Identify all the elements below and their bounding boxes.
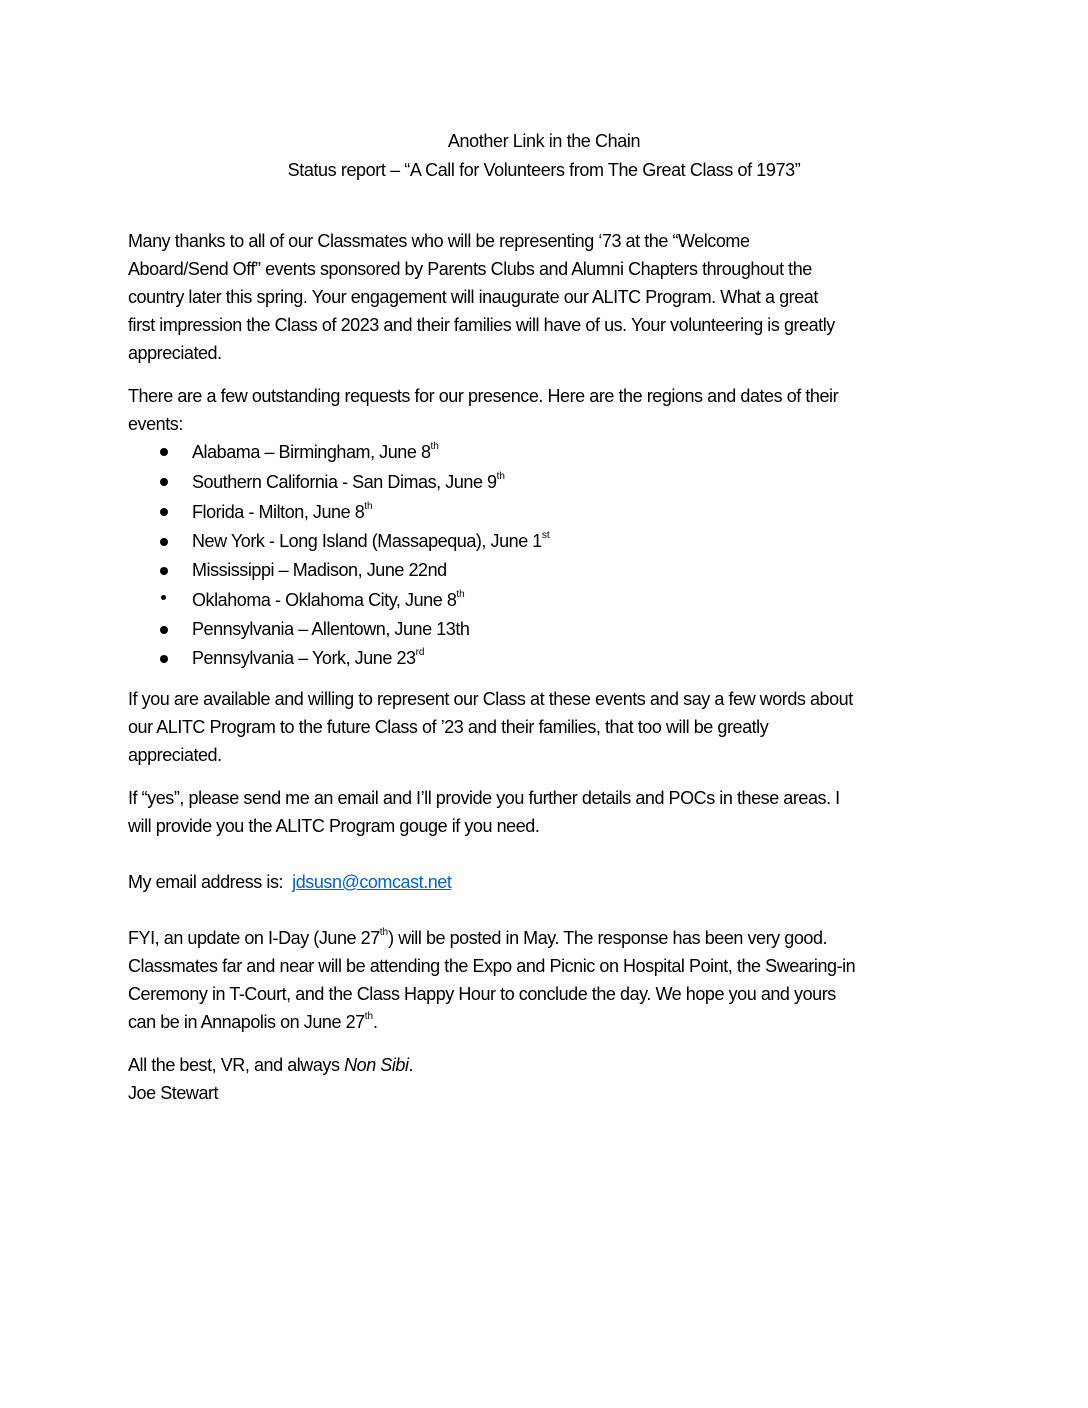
event-text: Southern California - San Dimas, June 9	[192, 472, 497, 492]
fyi-line: Classmates far and near will be attending the Expo and Picnic on Hospital Point, the Swearing-in	[128, 956, 856, 976]
event-text: Oklahoma - Oklahoma City, June 8	[192, 590, 457, 610]
event-text: Pennsylvania – Allentown, June 13th	[192, 619, 470, 639]
bullet-icon	[160, 478, 168, 486]
bullet-icon	[160, 567, 168, 575]
event-suffix: st	[541, 530, 550, 541]
intro-line: Many thanks to all of our Classmates who will be representing ‘73 at the “Welcome	[128, 231, 750, 251]
yes-line: will provide you the ALITC Program gouge if you need.	[128, 816, 540, 836]
available-line: our ALITC Program to the future Class of ’23 and their families, that too will be greatly	[128, 717, 769, 737]
email-paragraph	[128, 871, 451, 893]
event-suffix: th	[456, 589, 465, 600]
event-suffix: th	[430, 441, 439, 452]
event-text: Mississippi – Madison, June 22nd	[192, 560, 447, 580]
fyi-text: .	[373, 1012, 378, 1032]
bullet-icon	[160, 626, 168, 634]
bullet-icon	[160, 655, 168, 663]
requests-line: events:	[128, 414, 183, 434]
bullet-icon	[160, 538, 168, 546]
document-subtitle: Status report – “A Call for Volunteers from The Great Class of 1973”	[287, 160, 801, 180]
document-title: Another Link in the Chain	[447, 131, 641, 151]
fyi-suffix: th	[364, 1011, 374, 1022]
intro-line: appreciated.	[128, 343, 222, 363]
requests-line: There are a few outstanding requests for our presence. Here are the regions and dates of their	[128, 386, 839, 406]
email-label: My email address is:	[128, 872, 284, 892]
signature: Joe Stewart	[128, 1083, 219, 1103]
closing-line	[128, 1054, 413, 1076]
fyi-suffix: th	[379, 927, 389, 938]
bullet-icon	[161, 595, 166, 600]
closing-text: All the best, VR, and always	[128, 1055, 345, 1075]
yes-line: If “yes”, please send me an email and I’ll provide you further details and POCs in these areas. I	[128, 788, 840, 808]
event-suffix: th	[364, 501, 373, 512]
fyi-line: Ceremony in T-Court, and the Class Happy Hour to conclude the day. We hope you and yours	[128, 984, 836, 1004]
event-text: Florida - Milton, June 8	[192, 502, 365, 522]
event-text: Pennsylvania – York, June 23	[192, 648, 416, 668]
closing-end: .	[408, 1055, 414, 1075]
bullet-icon	[160, 508, 168, 516]
fyi-text: FYI, an update on I-Day (June 27	[128, 928, 380, 948]
closing-motto: Non Sibi	[344, 1055, 409, 1075]
event-suffix: th	[496, 471, 505, 482]
intro-line: Aboard/Send Off” events sponsored by Parents Clubs and Alumni Chapters throughout the	[128, 259, 812, 279]
event-suffix: rd	[415, 647, 425, 658]
event-text: New York - Long Island (Massapequa), June 1	[192, 531, 542, 551]
available-line: If you are available and willing to represent our Class at these events and say a few words about	[128, 689, 853, 709]
fyi-text: can be in Annapolis on June 27	[128, 1012, 365, 1032]
event-text: Alabama – Birmingham, June 8	[192, 442, 431, 462]
intro-line: country later this spring. Your engagement will inaugurate our ALITC Program. What a great	[128, 287, 818, 307]
intro-line: first impression the Class of 2023 and their families will have of us. Your volunteering is greatly	[128, 315, 835, 335]
fyi-text: ) will be posted in May. The response has been very good.	[388, 928, 828, 948]
email-link[interactable]: jdsusn@comcast.net	[292, 872, 452, 892]
available-line: appreciated.	[128, 745, 222, 765]
bullet-icon	[160, 448, 168, 456]
